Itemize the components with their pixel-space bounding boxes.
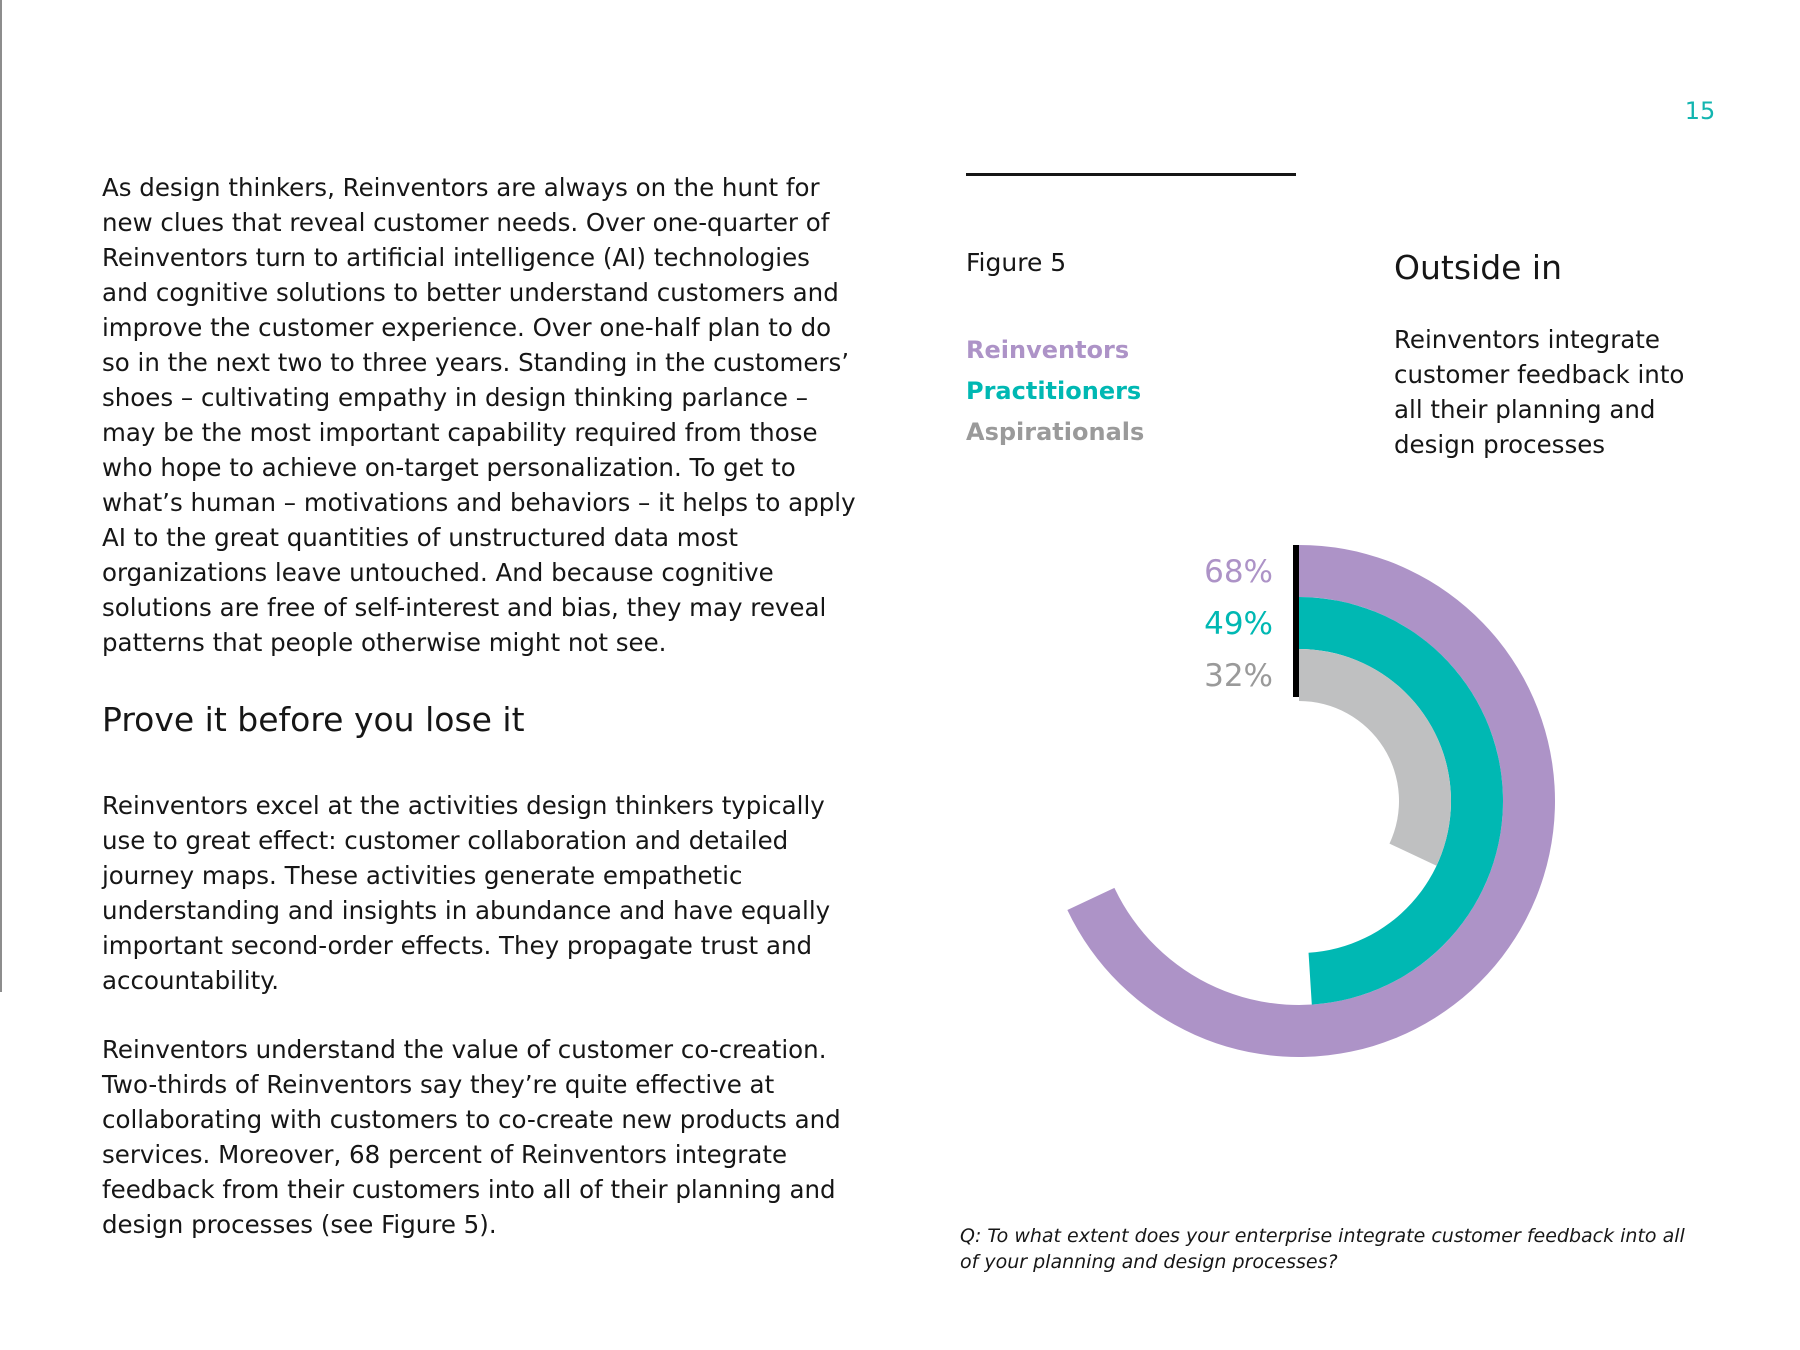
page-margin-rule	[0, 0, 2, 992]
data-label-reinventors: 68%	[1204, 554, 1273, 590]
section-heading: Prove it before you lose it	[102, 700, 525, 739]
figure-label: Figure 5	[966, 248, 1067, 277]
survey-question: Q: To what extent does your enterprise integrate customer feedback into all of your planning and design processes?	[960, 1225, 1685, 1273]
legend-item-aspirationals: Aspirationals	[966, 418, 1145, 446]
body-text	[102, 170, 862, 1242]
paragraph-ai: As design thinkers, Reinventors are always on the hunt for new clues that reveal customer needs. Over one-quarter of Reinventors turn to artificial intelligence (AI) technologies and cognitive solutions to better understand customers and improve the customer experience. Over one-half plan to do so in the next two to three years. Standing in the customers’ shoes – cultivating empathy in design thinking parlance – may be the most important capability required from those who hope to achieve on-target personalization. To get to what’s human – motivations and behaviors – it helps to apply AI to the great quantities of unstructured data most organizations leave untouched. And because cognitive solutions are free of self-interest and bias, they may reveal patterns that people otherwise might not see.	[102, 173, 856, 657]
legend-item-practitioners: Practitioners	[966, 377, 1142, 405]
data-label-aspirationals: 32%	[1204, 658, 1273, 694]
page-number: 15	[1684, 97, 1716, 125]
figure-top-rule	[966, 173, 1296, 176]
legend-item-reinventors: Reinventors	[966, 336, 1130, 364]
data-label-practitioners: 49%	[1204, 606, 1273, 642]
chart-legend	[966, 330, 1144, 453]
figure-description: Reinventors integrate customer feedback into all their planning and design processes	[1394, 325, 1685, 459]
radial-bar-chart	[1000, 520, 1600, 1080]
paragraph-activities: Reinventors excel at the activities design thinkers typically use to great effect: customer collaboration and detailed journey maps. These activities generate empathetic understanding and insights in abundance and have equally important second-order effects. They propagate trust and accountability.	[102, 791, 831, 995]
figure-title: Outside in	[1394, 248, 1563, 287]
chart-start-marker	[1293, 545, 1299, 697]
paragraph-co-creation: Reinventors understand the value of customer co-creation. Two-thirds of Reinventors say they’re quite effective at collaborating with customers to co-create new products and services. Moreover, 68 percent of Reinventors integrate feedback from their customers into all of their planning and design processes (see Figure 5).	[102, 1035, 841, 1239]
